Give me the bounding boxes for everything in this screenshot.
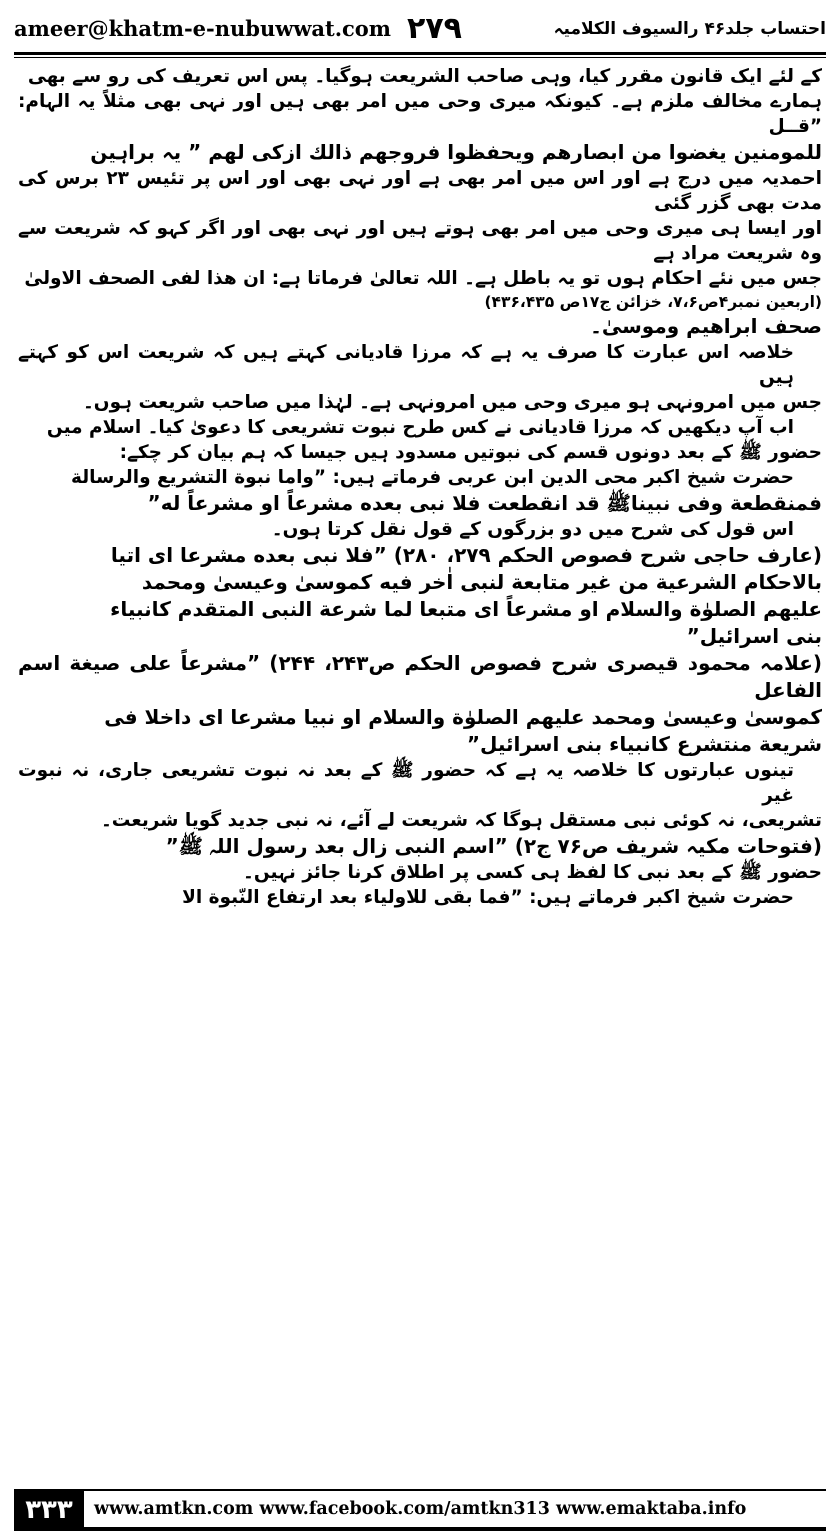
body-line: (علامہ محمود قیصری شرح فصوص الحکم ص۲۴۳، ۲۴۴) ”مشرعاً علی صیغة اسم الفاعل — [18, 651, 822, 702]
body-line: كموسیٰ وعیسیٰ ومحمد علیهم الصلوٰة والسلام او نبیا مشرعا ای داخلا فی — [104, 705, 822, 729]
body-line: حضرت شیخ اکبر فرماتے ہیں: ”فما بقی للاولیاء بعد ارتفاع النّبوة الا — [182, 887, 794, 908]
header-rule — [14, 52, 826, 58]
body-line: حضرت شیخ اکبر محی الدین ابن عربی فرماتے ہیں: ”واما نبوة التشریع والرسالة — [70, 467, 794, 488]
header-email[interactable]: ameer@khatm-e-nubuwwat.com — [14, 15, 392, 41]
body-line: تشریعی، نہ کوئی نبی مستقل ہوگا کہ شریعت لے آئے، نہ نبی جدید گویا شریعت۔ — [100, 810, 822, 831]
body-line: بنی اسرائیل” — [686, 624, 822, 648]
body-line: خلاصہ اس عبارت کا صرف یہ ہے کہ مرزا قادیانی کہتے ہیں کہ شریعت اس کو کہتے ہیں — [18, 342, 794, 388]
body-line: جس میں امرونہی ہو میری وحی میں امرونہی ہے۔ لہٰذا میں صاحب شریعت ہوں۔ — [82, 392, 822, 413]
body-line: (عارف حاجی شرح فصوص الحکم ۲۷۹، ۲۸۰) ”فلا نبی بعده مشرعا ای اتیا — [110, 543, 822, 567]
body-line: (فتوحات مکیہ شریف ص۷۶ ج۲) ”اسم النبی زال بعد رسول اللہ ﷺ” — [165, 834, 822, 858]
body-line: حضور ﷺ کے بعد دونوں قسم کی نبوتیں مسدود ہیں جیسا کہ ہم بیان کر چکے: — [119, 442, 822, 463]
body-line: صحف ابراھیم وموسیٰ۔ — [590, 314, 822, 338]
body-line: علیهم الصلوٰة والسلام او مشرعاً ای متبعا لما شرعة النبی المتقدم كانبیاء — [110, 597, 822, 621]
body-line: ہمارے مخالف ملزم ہے۔ کیونکہ میری وحی میں امر بھی ہیں اور نہی بھی مثلاً یہ الہام: ”قــل — [18, 91, 822, 137]
footer-page-number: ۳۳۳ — [14, 1489, 84, 1531]
header-left — [14, 11, 462, 46]
body-line: شریعة منتشرع كانبیاء بنی اسرائیل” — [466, 732, 822, 756]
footer-bar — [84, 1489, 826, 1531]
body-line: فمنقطعة وفی نبیناﷺ قد انقطعت فلا نبی بعده مشرعاً او مشرعاً له” — [147, 491, 822, 515]
body-line: تینوں عبارتوں کا خلاصہ یہ ہے کہ حضور ﷺ کے بعد نہ نبوت تشریعی جاری، نہ نبوت غیر — [18, 760, 794, 806]
body-line: للمومنین یغضوا من ابصارھم ویحفظوا فروجھم ذالك ازكی لھم ” یہ براہین — [90, 140, 822, 164]
body-line: کے لئے ایک قانون مقرر کیا، وہی صاحب الشریعت ہوگیا۔ پس اس تعریف کی رو سے بھی — [27, 66, 822, 87]
body-line: اس قول کی شرح میں دو بزرگوں کے قول نقل کرتا ہوں۔ — [271, 519, 794, 540]
body-line: بالاحكام الشرعیة من غیر متابعة لنبی اٰخر فیه كموسیٰ وعیسیٰ ومحمد — [141, 570, 822, 594]
body-line: احمدیہ میں درج ہے اور اس میں امر بھی ہے اور نہی بھی اور اس پر تئیس ۲۳ برس کی مدت بھی گزر گئی — [18, 168, 822, 214]
header-series-title: احتساب جلد۴۶ رالسیوف الکلامیہ — [553, 18, 826, 39]
footer-links[interactable]: www.amtkn.com www.facebook.com/amtkn313 www.emaktaba.info — [94, 1499, 747, 1519]
header-page-number: ۲۷۹ — [407, 10, 462, 46]
body-line: اور ایسا ہی میری وحی میں امر بھی ہوتے ہیں اور نہی بھی اور اگر کہو کہ شریعت سے وہ شریعت مراد ہے — [18, 218, 822, 264]
page-body — [18, 64, 822, 1476]
body-line: (اربعین نمبر۴ص۷،۶، خزائن ج۱۷ص ۴۳۶،۴۳۵) — [484, 293, 822, 311]
body-line: جس میں نئے احکام ہوں تو یہ باطل ہے۔ اللہ تعالیٰ فرماتا ہے: ان ھذا لفی الصحف الاولیٰ — [24, 268, 822, 289]
page-header — [14, 6, 826, 50]
body-line: حضور ﷺ کے بعد نبی کا لفظ ہی کسی پر اطلاق کرنا جائز نہیں۔ — [243, 862, 822, 883]
page-footer — [14, 1486, 826, 1534]
body-line: اب آپ دیکھیں کہ مرزا قادیانی نے کس طرح نبوت تشریعی کا دعویٰ کیا۔ اسلام میں — [46, 417, 794, 438]
